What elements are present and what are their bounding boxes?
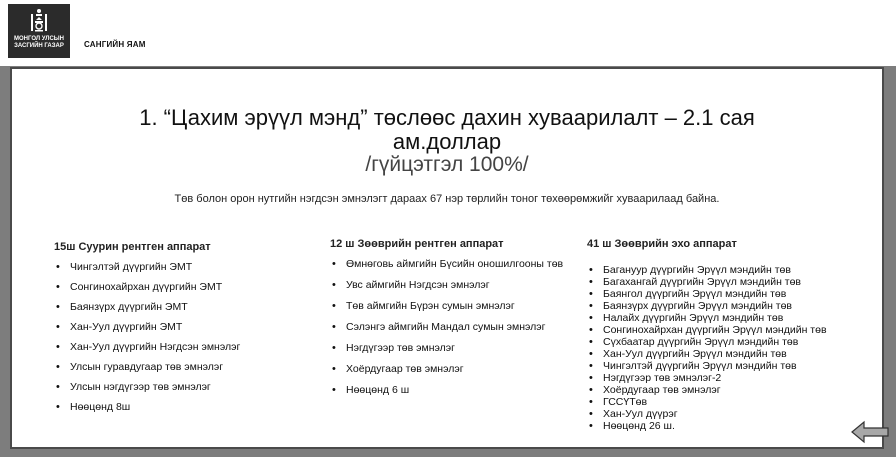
list-item: • Чингэлтэй дүүргийн Эрүүл мэндийн төв bbox=[587, 360, 883, 372]
list-item: • Багахангай дүүргийн Эрүүл мэндийн төв bbox=[587, 276, 883, 288]
column-heading: 41 ш Зөөврийн эхо аппарат bbox=[587, 238, 737, 250]
column-portable-echo bbox=[587, 238, 883, 432]
list-item: • Нөөцөнд 8ш bbox=[54, 401, 314, 414]
government-logo bbox=[8, 4, 70, 58]
list-item: • Багануур дүүргийн Эрүүл мэндийн төв bbox=[587, 264, 883, 276]
slide-subtitle: /гүйцэтгэл 100%/ bbox=[365, 153, 529, 176]
list-item: • Сүхбаатар дүүргийн Эрүүл мэндийн төв bbox=[587, 336, 883, 348]
list-item: • Хан-Уул дүүргийн ЭМТ bbox=[54, 321, 314, 334]
ministry-name: САНГИЙН ЯАМ bbox=[84, 40, 146, 49]
list-item: • Улсын гуравдугаар төв эмнэлэг bbox=[54, 361, 314, 374]
list-item: • Улсын нэгдүгээр төв эмнэлэг bbox=[54, 381, 314, 394]
list-item: • Нэгдүгээр төв эмнэлэг-2 bbox=[587, 372, 883, 384]
logo-line-2: ЗАСГИЙН ГАЗАР bbox=[14, 43, 64, 49]
logo-line-1: МОНГОЛ УЛСЫН bbox=[14, 36, 64, 42]
list-item: • Налайх дүүргийн Эрүүл мэндийн төв bbox=[587, 312, 883, 324]
column-heading: 15ш Суурин рентген аппарат bbox=[54, 241, 211, 253]
list-item: • Нөөцөнд 6 ш bbox=[330, 384, 590, 397]
soyombo-emblem-icon bbox=[28, 8, 50, 32]
list-item: • Хоёрдугаар төв эмнэлэг bbox=[587, 384, 883, 396]
list-item: • Хан-Уул дүүргийн Эрүүл мэндийн төв bbox=[587, 348, 883, 360]
column-stationary-xray bbox=[54, 241, 314, 421]
list-item: • Баянгол дүүргийн Эрүүл мэндийн төв bbox=[587, 288, 883, 300]
slide-title-line-1: 1. “Цахим эрүүл мэнд” төслөөс дахин хуваарилалт – 2.1 сая bbox=[139, 105, 755, 130]
list-item: • Сэлэнгэ аймгийн Мандал сумын эмнэлэг bbox=[330, 321, 590, 334]
slide-panel bbox=[10, 67, 884, 449]
column-list bbox=[330, 258, 590, 397]
header-bar bbox=[0, 0, 896, 66]
list-item: • Нөөцөнд 26 ш. bbox=[587, 420, 883, 432]
column-portable-xray bbox=[330, 238, 590, 405]
list-item: • Сонгинохайрхан дүүргийн Эрүүл мэндийн төв bbox=[587, 324, 883, 336]
column-list bbox=[54, 261, 314, 414]
logo-caption bbox=[14, 36, 64, 50]
list-item: • Чингэлтэй дүүргийн ЭМТ bbox=[54, 261, 314, 274]
list-item: • Хоёрдугаар төв эмнэлэг bbox=[330, 363, 590, 376]
column-heading: 12 ш Зөөврийн рентген аппарат bbox=[330, 238, 504, 250]
slide-intro: Төв болон орон нутгийн нэгдсэн эмнэлэгт дараах 67 нэр төрлийн тоног төхөөрөмжийг хуваарилаад байна. bbox=[174, 193, 720, 205]
list-item: • Увс аймгийн Нэгдсэн эмнэлэг bbox=[330, 279, 590, 292]
list-item: • Баянзүрх дүүргийн Эрүүл мэндийн төв bbox=[587, 300, 883, 312]
slide-title-line-2: ам.доллар bbox=[392, 129, 502, 154]
list-item: • Хан-Уул дүүрэг bbox=[587, 408, 883, 420]
list-item: • Өмнөговь аймгийн Бүсийн оношилгооны төв bbox=[330, 258, 590, 271]
list-item: • Сонгинохайрхан дүүргийн ЭМТ bbox=[54, 281, 314, 294]
arrow-left-icon bbox=[852, 422, 888, 442]
list-item: • Баянзүрх дүүргийн ЭМТ bbox=[54, 301, 314, 314]
back-arrow-button[interactable] bbox=[850, 420, 890, 444]
list-item: • Нэгдүгээр төв эмнэлэг bbox=[330, 342, 590, 355]
list-item: • Төв аймгийн Бүрэн сумын эмнэлэг bbox=[330, 300, 590, 313]
list-item: • Хан-Уул дүүргийн Нэгдсэн эмнэлэг bbox=[54, 341, 314, 354]
list-item: • ГССҮТөв bbox=[587, 396, 883, 408]
column-list bbox=[587, 264, 883, 432]
